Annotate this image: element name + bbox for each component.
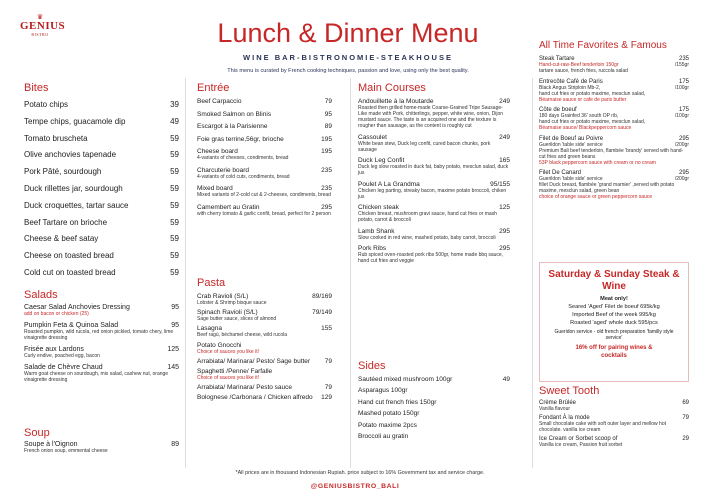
item-name: Broccoli au gratin (358, 432, 409, 440)
menu-item (539, 436, 689, 448)
item-desc: with cherry tomato & garlic confit, bread, perfect for 2 person (197, 210, 331, 217)
item-price: 59 (170, 183, 179, 193)
menu-item (24, 100, 179, 109)
menu-item-row (358, 433, 510, 440)
item-price-unit: /100gr (674, 84, 689, 91)
menu-item (358, 181, 510, 200)
item-name: Duck croquettes, tartar sauce (24, 200, 129, 210)
menu-item (358, 228, 510, 241)
item-name: Spaghetti /Penne/ Farfalle (197, 367, 273, 375)
menu-item-row (358, 245, 510, 252)
item-option: Béarnaise sauce/ Blackpeppercorn sauce (539, 125, 632, 131)
menu-item (24, 167, 179, 176)
menu-item-row (197, 384, 332, 391)
menu-item (358, 245, 510, 264)
item-name: Mashed potato 150gr (358, 410, 420, 418)
item-name: Potato maxime 2pcs (358, 421, 417, 429)
item-option: add on bacon or chicken (25) (24, 311, 89, 317)
item-price: 249 (499, 98, 510, 105)
menu-item (197, 368, 332, 381)
item-desc: White bean stew, Duck leg confit, cured bacon chunks, pork sausage (358, 140, 491, 153)
item-name: Fondant À la mode (539, 415, 590, 422)
menu-item (358, 98, 510, 129)
item-name: Duck Leg Confit (358, 157, 405, 164)
menu-item-row (358, 399, 510, 406)
item-price: 235 (321, 166, 332, 174)
item-name: Ice Cream or Sorbet scoop of (539, 436, 618, 443)
weekend-line: Roasted 'aged' whole duck 595/pcs (570, 320, 658, 326)
menu-item (24, 134, 179, 143)
item-name: Olive anchovies tapenade (24, 150, 117, 160)
item-price: 125 (167, 346, 179, 353)
item-name: Cold cut on toasted bread (24, 267, 116, 277)
section-sides (358, 360, 510, 444)
weekend-title: Saturday & Sunday Steak & Wine (548, 269, 680, 292)
menu-item (539, 107, 689, 131)
item-price: 129 (321, 394, 332, 402)
menu-item-row (24, 234, 179, 243)
menu-item (358, 387, 510, 394)
section-salads (24, 289, 179, 388)
menu-item-row (197, 293, 332, 300)
item-desc: Duck leg slow roasted in duck fat, baby potato, mesclun salad, duck jus (358, 164, 509, 176)
menu-item (24, 117, 179, 126)
menu-item-row (358, 157, 510, 164)
item-name: Tomato bruscheta (24, 133, 88, 143)
item-price: 295 (499, 245, 510, 252)
item-price-unit: /155gr (674, 62, 689, 68)
item-name: Andouillette à la Moutarde (358, 98, 434, 105)
menu-item-row (358, 228, 510, 235)
menu-item-row (24, 184, 179, 193)
item-desc: French onion soup, emmental cheese (24, 448, 108, 454)
item-desc: Roasted then grilled home-made Coarse-Grained Tripe Sausage-Like made with Pork, chitterlings, pepper, white wine, onion, Dijon mustard sauce. The taste is an acquired one and the texture is rougher than sausage, as the content is roughly cut (358, 105, 504, 129)
item-detail: Guerildon 'table side' service (539, 141, 603, 148)
menu-item (197, 358, 332, 365)
item-price: 59 (170, 150, 179, 160)
menu-item (358, 134, 510, 153)
menu-item (358, 410, 510, 417)
item-name: Cheese on toasted bread (24, 251, 114, 261)
menu-item-row (24, 346, 179, 353)
menu-item (197, 185, 332, 198)
item-name: Lamb Shank (358, 227, 395, 235)
menu-item (197, 111, 332, 118)
item-desc: Chicken breast, mushroom gravi sauce, hand cut fries or mash potato, carrot & broccoli (358, 211, 497, 223)
item-price: 29 (682, 436, 689, 443)
menu-item-row (24, 251, 179, 260)
weekend-note: Gueridon service - old french preparation 'familly style service' (554, 329, 674, 341)
item-price: 59 (170, 267, 179, 277)
item-price: 59 (170, 133, 179, 143)
menu-item-row (197, 394, 332, 401)
item-price: 69 (682, 400, 689, 406)
section-sweet (539, 385, 689, 452)
section-entree (197, 82, 332, 222)
menu-item (24, 184, 179, 193)
menu-item (24, 150, 179, 159)
menu-item-row (24, 268, 179, 277)
item-desc: hand cut fries or potato maxime, mesclun salad, (539, 90, 646, 97)
menu-item (539, 170, 689, 200)
menu-item-row (197, 358, 332, 365)
item-desc: Vanilla flavour (539, 406, 571, 412)
instagram-handle[interactable]: @GENIUSBISTRO_BALI (310, 483, 400, 490)
item-price-unit: /100gr (674, 113, 689, 119)
item-price: 59 (170, 217, 179, 227)
item-name: Soupe à l'Oignon (24, 441, 78, 448)
item-price: 295 (678, 135, 689, 142)
item-name: Cheese board (197, 148, 238, 155)
item-price: 79 (324, 384, 332, 392)
item-name: Pumpkin Feta & Quinoa Salad (24, 322, 119, 329)
item-name: Mixed board (197, 185, 233, 192)
item-price: 195 (321, 148, 332, 155)
section-favorites (539, 40, 689, 205)
menu-item-row (358, 204, 510, 211)
menu-item-row (197, 325, 332, 332)
section-title: Pasta (197, 277, 226, 289)
item-price: 59 (170, 167, 179, 177)
menu-item (24, 251, 179, 260)
column-divider (532, 78, 533, 468)
menu-item (24, 268, 179, 277)
item-desc: Small chocolate cake with soft outer layer and mellow hot chocolate. vanilla ice cream (539, 421, 667, 434)
item-name: Arrabiata/ Marinara/ Pesto sauce (197, 384, 293, 392)
item-desc: Warm goat cheese on sourdough, mix salad, cashew nut, orange vinaigrette dressing (24, 371, 169, 383)
item-desc: Curly endive, poached egg, bacon (24, 353, 100, 359)
logo-sub: BISTRO (31, 32, 49, 37)
item-name: Filet de Boeuf au Poivre (539, 135, 604, 142)
menu-item-row (24, 218, 179, 227)
item-price: 95 (171, 322, 179, 329)
item-desc: fillet Duck breast, flambée 'grand marnier' ,served with potato maxime, mesclun salad, green bean (539, 182, 675, 194)
menu-item (197, 384, 332, 391)
item-price: 235 (321, 185, 332, 192)
menu-item-row (24, 117, 179, 126)
menu-item-row (24, 201, 179, 210)
menu-item (197, 136, 332, 143)
item-name: Beef Tartare on brioche (24, 217, 108, 227)
item-name: Filet De Canard (539, 170, 582, 176)
item-name: Arrabiata/ Marinara/ Pesto/ Sage butter (197, 357, 311, 365)
section-title: Salads (24, 289, 58, 301)
menu-item (197, 204, 332, 217)
item-price: 235 (678, 56, 689, 62)
section-bites (24, 82, 179, 285)
item-price: 59 (170, 251, 179, 261)
item-price: 145 (167, 364, 179, 371)
item-desc: Premium Bali beef tenderloin, flambée 'brandy' served with hand-cut fries and green beans (539, 147, 684, 160)
menu-item-row (24, 134, 179, 143)
item-desc: 4-variants of cheeses, condiments, bread (197, 155, 289, 161)
menu-item-row (24, 150, 179, 159)
section-title: Bites (24, 82, 49, 94)
item-price: 79 (682, 415, 689, 422)
menu-item (539, 400, 689, 412)
item-price: 165 (499, 157, 510, 164)
item-desc: Slow cooked in red wine, mashed potato, baby carrot, broccoli (358, 234, 496, 241)
menu-item-row (24, 322, 179, 329)
menu-item-row (197, 204, 332, 211)
item-option: Béarnaise sauce or cafe de paris butter (539, 96, 627, 103)
item-name: Pork Pâté, sourdough (24, 167, 102, 177)
weekend-special (539, 262, 689, 382)
item-price: 79 (324, 98, 332, 105)
menu-item (358, 157, 510, 176)
menu-item-row (24, 167, 179, 176)
item-desc: Beef ragù, béchamel cheese, wild rucola (197, 332, 288, 339)
menu-item-row (358, 134, 510, 141)
item-price: 95 (171, 304, 179, 311)
price-note: *All prices are in thousand Indonesian Rupiah. price subject to 16% Government tax and service charge. (235, 470, 485, 476)
menu-item-row (197, 136, 332, 143)
item-desc: Vanilla ice cream, Passion fruit sorbet (539, 442, 623, 449)
menu-item (197, 309, 332, 322)
menu-item-row (197, 185, 332, 192)
menu-item-row (24, 304, 179, 311)
menu-item (197, 98, 332, 105)
menu-item (24, 304, 179, 317)
section-title: Sweet Tooth (539, 385, 600, 397)
item-price: 49 (502, 376, 510, 383)
item-desc: Rub spiced oven-roasted pork ribs 500gr, home made bbq sauce, hand cut fries and veggie (358, 252, 504, 264)
item-price-unit: /200gr (674, 141, 689, 148)
menu-item (24, 201, 179, 210)
menu-item (24, 322, 179, 341)
menu-item-row (24, 441, 179, 448)
item-name: Hand cut french fries 150gr (358, 398, 437, 406)
item-price: 95 (324, 110, 332, 118)
menu-item (24, 364, 179, 383)
item-price: 249 (499, 133, 510, 141)
page-note: This menu is curated by French cooking techniques, passion and love, using only the best quality. (227, 68, 469, 74)
item-price: 79/149 (312, 309, 332, 317)
menu-item (358, 204, 510, 223)
menu-item-row (358, 387, 510, 394)
menu-item-row (358, 376, 510, 383)
item-price: 59 (170, 200, 179, 210)
menu-item-row (197, 98, 332, 105)
section-title: Main Courses (358, 82, 426, 94)
item-name: Entrecôte Café de Paris (539, 78, 603, 85)
menu-item (197, 148, 332, 161)
item-name: Smoked Salmon on Blinis (197, 110, 272, 118)
header (178, 18, 518, 74)
menu-item (24, 218, 179, 227)
menu-item (358, 433, 510, 440)
item-name: Salade de Chèvre Chaud (24, 364, 103, 371)
item-name: Cheese & beef satay (24, 234, 99, 244)
item-name: Spinach Ravioli (S/L) (197, 309, 258, 317)
menu-item (539, 56, 689, 74)
menu-item-row (197, 148, 332, 155)
item-option: 53P black peppercorn sauce with cream or no cream (539, 159, 656, 166)
weekend-promo: 16% off for pairing wines & cocktails (575, 345, 653, 359)
menu-item (197, 123, 332, 130)
item-name: Frisée aux Lardons (24, 346, 84, 353)
item-detail: Black Angus Striploin Mb-2, (539, 84, 601, 91)
weekend-line: Seared 'Aged' Filet de boeuf 695k/kg (568, 304, 660, 310)
item-option: choice of orange sauce or green peppercorn sauce (539, 194, 653, 200)
menu-item-row (358, 98, 510, 105)
item-desc: hand cut fries or potato maxime, mesclun salad, (539, 119, 646, 125)
item-name: Escargot à la Parisienne (197, 123, 268, 130)
item-price: 59 (170, 234, 179, 244)
section-title: Sides (358, 360, 386, 372)
item-desc: Mixed variants of 2-cold cut & 2-cheeses, condiments, bread (197, 192, 331, 198)
section-title: Soup (24, 427, 50, 439)
menu-item (24, 234, 179, 243)
menu-item-row (358, 181, 510, 188)
item-price: 295 (678, 170, 689, 176)
item-price: 175 (678, 107, 689, 113)
item-name: Lasagna (197, 325, 222, 333)
weekend-meat: Meat only! (600, 296, 628, 302)
menu-item-row (358, 422, 510, 429)
item-desc: Chicken leg parting, streaky bacon, maxime potato broccoli, chiken jus (358, 187, 507, 200)
section-title: All Time Favorites & Famous (539, 40, 667, 51)
menu-item (197, 325, 332, 338)
logo (20, 13, 66, 50)
item-desc: Roasted pumpkin, wild rucola, red onion pickled, tomato chery, lime vinaigrette dressing (24, 329, 174, 341)
item-name: Steak Tartare (539, 56, 575, 62)
menu-item (539, 136, 689, 166)
item-name: Poulet A La Grandma (358, 180, 420, 188)
item-price: 295 (321, 203, 332, 211)
item-detail: Guerildon 'table side' service (539, 176, 603, 182)
item-desc: Lobster & Shrimp bisque sauce (197, 300, 267, 306)
page-title: Lunch & Dinner Menu (217, 18, 479, 48)
item-name: Asparagus 100gr (358, 387, 408, 395)
item-name: Charcuterie board (197, 166, 250, 174)
menu-item (24, 441, 179, 454)
menu-item-row (197, 309, 332, 316)
menu-item (197, 342, 332, 355)
item-name: Cassoulet (358, 133, 387, 141)
menu-item (358, 422, 510, 429)
menu-item-row (24, 100, 179, 109)
menu-item-row (197, 167, 332, 174)
item-name: Foie gras terrine,56gr, brioche (197, 135, 284, 143)
item-name: Chicken steak (358, 204, 399, 211)
item-detail: Hand-cut-raw-Beef tenderloin 150gr (539, 62, 619, 68)
menu-item (358, 399, 510, 406)
section-main-courses (358, 82, 510, 269)
item-name: Bolognese /Carbonara / Chicken alfredo (197, 394, 313, 402)
item-option: Choice of sauces you like it! (197, 348, 259, 355)
item-name: Duck rillettes jar, sourdough (24, 183, 123, 193)
menu-item-row (24, 364, 179, 371)
item-name: Crème Brûlée (539, 400, 577, 406)
weekend-line: Imported Beef of the week 995/kg (572, 312, 656, 318)
item-price: 89/169 (312, 293, 332, 300)
item-price-unit: /200gr (674, 176, 689, 182)
menu-item-row (197, 342, 332, 349)
item-name: Camembert au Gratin (197, 203, 260, 211)
item-detail: 180 days Grainfed 36' south OP rib, (539, 113, 619, 119)
menu-item (197, 394, 332, 401)
item-name: Beef Carpaccio (197, 98, 242, 105)
item-price: 89 (171, 441, 179, 448)
item-price: 79 (324, 357, 332, 365)
menu-item-row (197, 368, 332, 375)
item-name: Côte de boeuf (539, 107, 577, 113)
item-name: Crab Ravioli (S/L) (197, 293, 249, 300)
item-name: Sautéed mixed mushroom 100gr (358, 376, 453, 383)
item-name: Caesar Salad Anchovies Dressing (24, 304, 130, 311)
menu-item (539, 79, 689, 103)
item-price: 195 (321, 135, 332, 143)
menu-item (539, 415, 689, 433)
item-desc: 4-variants of cold cuts, condiments, bread (197, 173, 290, 180)
item-price: 49 (170, 116, 179, 126)
column-divider (185, 78, 186, 468)
item-price: 89 (324, 123, 332, 130)
crest-icon: ♛ (36, 13, 44, 21)
menu-item-row (358, 410, 510, 417)
item-desc: Sage butter sauce, slices of almond (197, 316, 277, 323)
item-price: 39 (170, 100, 179, 109)
section-pasta (197, 277, 332, 405)
column-divider (350, 78, 351, 468)
item-price: 155 (321, 325, 332, 333)
item-name: Tempe chips, guacamole dip (24, 116, 126, 126)
menu-item-row (197, 123, 332, 130)
item-desc: tartare sauce, french fries, ruccola salad (539, 68, 628, 74)
item-name: Potato Gnocchi (197, 341, 242, 349)
item-price: 125 (499, 204, 510, 211)
menu-item (197, 293, 332, 306)
item-name: Pork Ribs (358, 245, 387, 252)
menu-item (24, 346, 179, 359)
item-option: Choice of sauces you like it! (197, 374, 259, 381)
menu-item (358, 376, 510, 383)
page-subtitle: WINE BAR-BISTRONOMIE-STEAKHOUSE (243, 53, 453, 62)
menu-item-row (197, 111, 332, 118)
section-soup (24, 427, 179, 456)
logo-text: GENIUS (20, 20, 66, 32)
menu-item (197, 167, 332, 180)
item-name: Potato chips (24, 100, 69, 109)
section-title: Entrée (197, 82, 230, 94)
item-price: 175 (678, 78, 689, 85)
item-price: 95/155 (490, 180, 510, 188)
item-price: 295 (499, 227, 510, 235)
